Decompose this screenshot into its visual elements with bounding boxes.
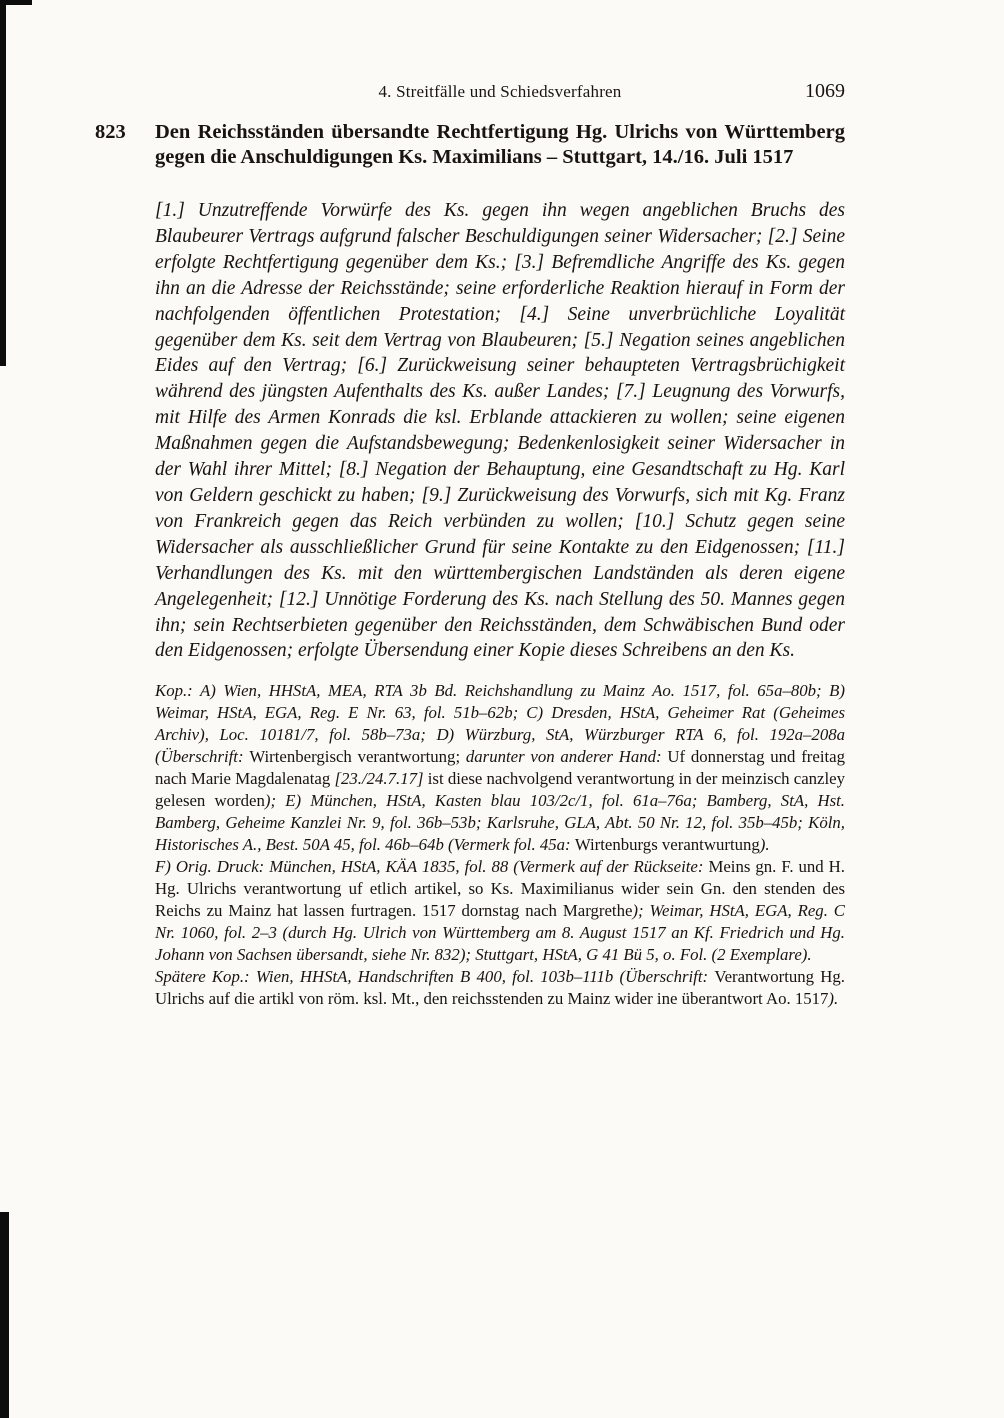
apparatus-segment: darunter von anderer Hand: [465, 747, 668, 767]
entry-title: Den Reichsständen übersandte Rechtfertigung Hg. Ulrichs von Württemberg gegen die Anschuldigungen Ks. Maximilians – Stuttgart, 14./16. Juli 1517 [155, 121, 845, 168]
entry-heading [95, 120, 845, 170]
scan-edge-artifact [0, 1212, 9, 1418]
apparatus-original-print-note [155, 856, 845, 966]
scan-edge-artifact [0, 0, 32, 5]
apparatus-segment: Verantwortung Hg. Ulrichs auf die artikl von röm. ksl. Mt., den reichsstenden zu Mainz wider ine überantwort Ao. 1517 [155, 967, 845, 1009]
apparatus-segment: ist diese nachvolgend verantwortung in der meinzisch canzley gelesen worden [155, 769, 845, 811]
apparatus-segment: [23./24.7.17] [334, 769, 428, 789]
apparatus-segment: ); E) München, HStA, Kasten blau 103/2c/1, fol. 61a–76a; Bamberg, StA, Hst. Bamberg, Geheime Kanzlei Nr. 9, fol. 36b–53b; Karlsruhe, GLA, Abt. 50 Nr. 12, fol. 35b–45b; Köln, Historisches A., Best. 50A 45, fol. 46b–64b (Vermerk fol. 45a: [155, 791, 846, 855]
running-header: 4. Streitfälle und Schiedsverfahren [378, 82, 622, 101]
apparatus-segment: Kop.: A) Wien, HHStA, MEA, RTA 3b Bd. Reichshandlung zu Mainz Ao. 1517, fol. 65a–80b; B) Weimar, HStA, EGA, Reg. E Nr. 63, fol. 51b–62b; C) Dresden, HStA, Geheimer Rat (Geheimes Archiv), Loc. 10181/7, fol. 58b–73a; D) Würzburg, StA, Würzburger RTA 6, fol. 192a–208a (Überschrift: [155, 681, 845, 767]
apparatus-segment: F) Orig. Druck: München, HStA, KÄA 1835, fol. 88 (Vermerk auf der Rückseite: [155, 857, 709, 877]
apparatus-later-copy-note [155, 966, 845, 1010]
text-column [95, 80, 846, 1010]
apparatus-segment: ). [759, 835, 770, 855]
apparatus-segment: ). [828, 989, 839, 1009]
apparatus-segment: Wirtenburgs verantwurtung [574, 835, 760, 855]
page-number: 1069 [805, 80, 845, 102]
page-header [155, 82, 845, 104]
entry-number: 823 [95, 121, 126, 143]
scan-edge-artifact [0, 0, 6, 366]
entry-summary: [1.] Unzutreffende Vorwürfe des Ks. gegen ihn wegen angeblichen Bruchs des Blaubeurer Vertrags aufgrund falscher Beschuldigungen seiner Widersacher; [2.] Seine erfolgte Rechtfertigung gegenüber dem Ks.; [3.] Befremdliche Angriffe des Ks. gegen ihn an die Adresse der Reichsstände; seine erforderliche Reaktion hierauf in Form der nachfolgenden öffentlichen Protestation; [4.] Seine unverbrüchliche Loyalität gegenüber dem Ks. seit dem Vertrag von Blaubeuren; [5.] Negation seines angeblichen Eides auf den Vertrag; [6.] Zurückweisung seiner behaupteten Vertragsbrüchigkeit während des jüngsten Aufenthalts des Ks. außer Landes; [7.] Leugnung des Vorwurfs, mit Hilfe des Armen Konrads die ksl. Erblande attackieren zu wollen; seine eigenen Maßnahmen gegen die Aufstandsbewegung; Bedenkenlosigkeit seiner Widersacher in der Wahl ihrer Mittel; [8.] Negation der Behauptung, eine Gesandtschaft zu Hg. Karl von Geldern geschickt zu haben; [9.] Zurückweisung des Vorwurfs, sich mit Kg. Franz von Frankreich gegen das Reich verbünden zu wollen; [10.] Schutz gegen seine Widersacher als ausschließlicher Grund für seine Kontakte zu den Eidgenossen; [11.] Verhandlungen des Ks. mit den württembergischen Landständen als deren eigene Angelegenheit; [12.] Unnötige Forderung des Ks. nach Stellung des 50. Mannes gegen ihn; sein Rechtserbieten gegenüber den Reichsständen, dem Schwäbischen Bund oder den Eidgenossen; erfolgte Übersendung einer Kopie dieses Schreibens an den Ks. [155, 200, 845, 662]
apparatus-segment: Uf donnerstag und freitag nach Marie Magdalenatag [155, 747, 845, 789]
apparatus-segment: Meins gn. F. und H. Hg. Ulrichs verantwortung uf etlich artikel, so Ks. Maximilianus wider sein Gn. den stenden des Reichs zu Mainz hat lassen furtragen. 1517 dornstag nach Margrethe [155, 857, 845, 921]
apparatus-notes [155, 680, 845, 1010]
apparatus-segment: ); Weimar, HStA, EGA, Reg. C Nr. 1060, fol. 2–3 (durch Hg. Ulrich von Württemberg am 8. August 1517 an Kf. Friedrich und Hg. Johann von Sachsen übersandt, siehe Nr. 832); Stuttgart, HStA, G 41 Bü 5, o. Fol. (2 Exemplare). [155, 901, 845, 965]
apparatus-segment: Wirtenbergisch verantwortung; [249, 747, 466, 767]
apparatus-segment: Spätere Kop.: Wien, HHStA, Handschriften B 400, fol. 103b–111b (Überschrift: [155, 967, 715, 987]
apparatus-copies-note [155, 680, 845, 856]
